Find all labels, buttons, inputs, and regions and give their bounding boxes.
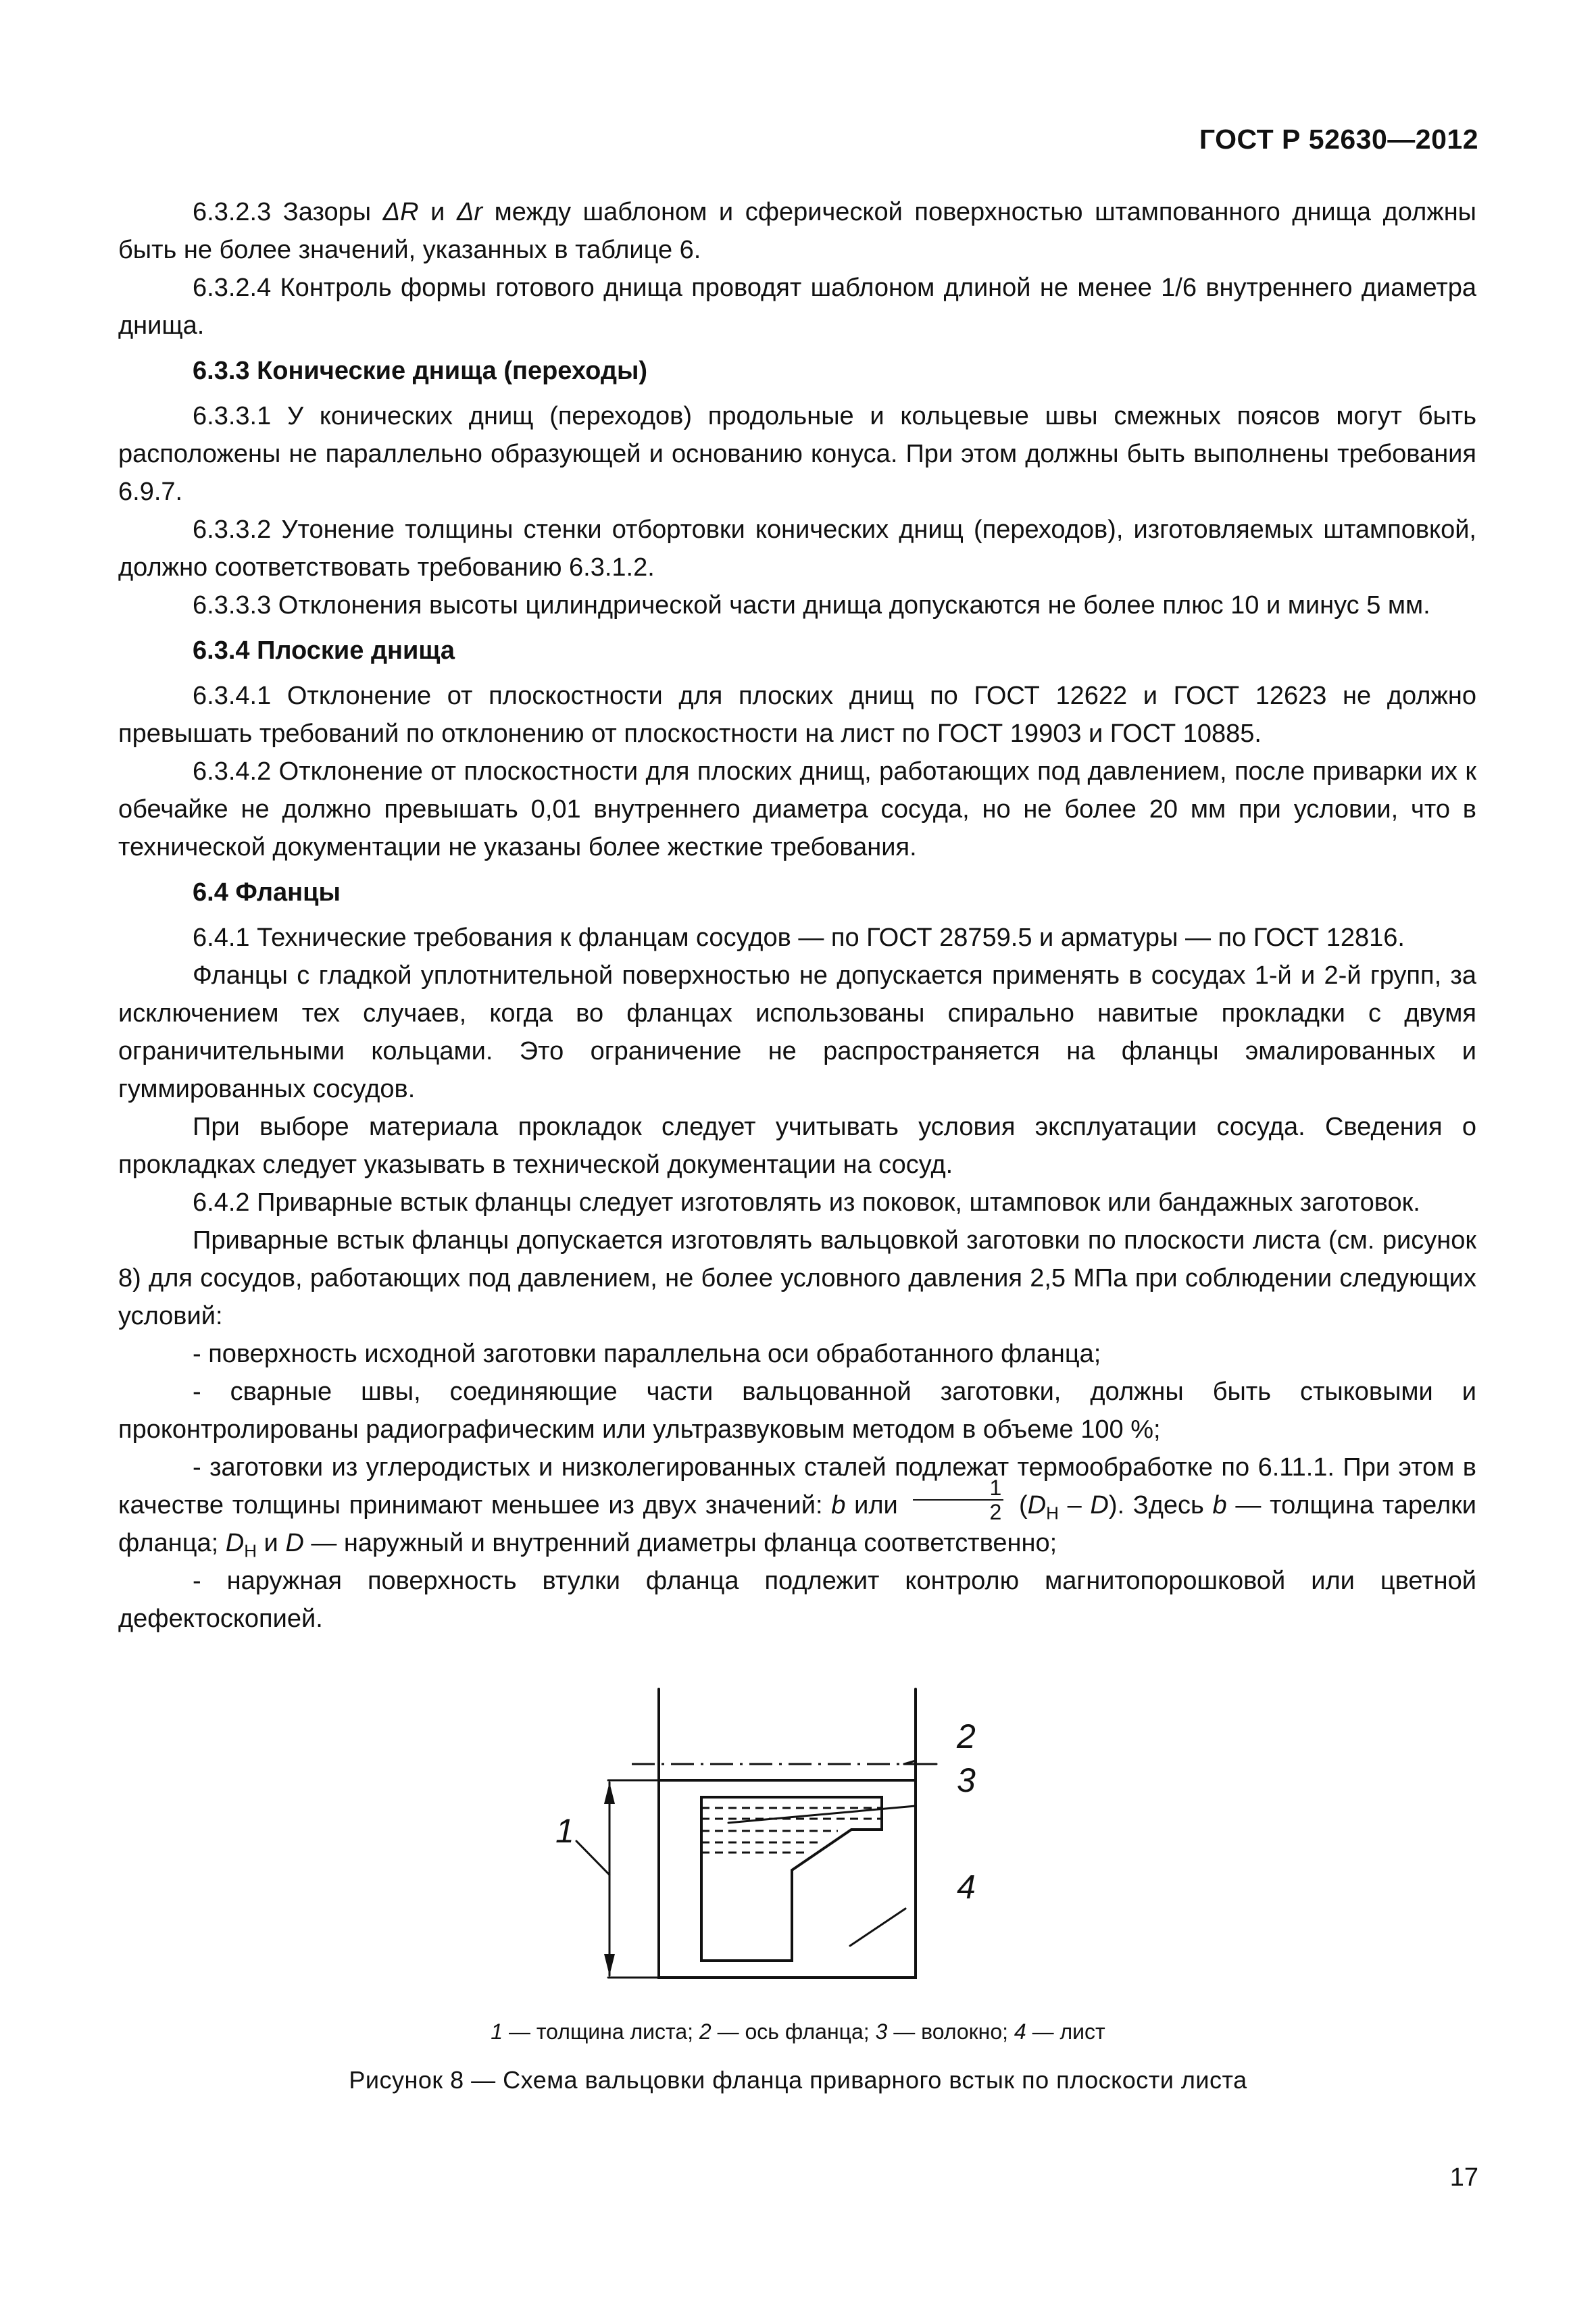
- dimension-arrow-bottom: [604, 1954, 615, 1976]
- callout-3: 3: [957, 1761, 976, 1799]
- callout-2: 2: [957, 1717, 976, 1755]
- condition-item-2: - сварные швы, соединяющие части вальцованной заготовки, должны быть стыковыми и проконтролированы радиографическим или ультразвуковым методом в объеме 100 %;: [118, 1378, 1476, 1444]
- leader-4: [850, 1909, 905, 1946]
- clause-6-3-2-4: 6.3.2.4 Контроль формы готового днища проводят шаблоном длиной не менее 1/6 внутреннего диаметра днища.: [118, 274, 1476, 340]
- clause-6-3-3-1: 6.3.3.1 У конических днищ (переходов) продольные и кольцевые швы смежных поясов могут быть расположены не параллельно образующей и основанию конуса. При этом должны быть выполнены требования 6.9.7.: [118, 402, 1476, 506]
- page-number: 17: [1449, 2163, 1478, 2192]
- paragraph-gaskets: При выборе материала прокладок следует учитывать условия эксплуатации сосуда. Сведения о прокладках следует указывать в технической документации на сосуд.: [118, 1113, 1476, 1179]
- section-heading-6-3-4: 6.3.4 Плоские днища: [193, 636, 455, 665]
- standard-header: ГОСТ Р 52630—2012: [1199, 124, 1478, 155]
- clause-6-3-4-1: 6.3.4.1 Отклонение от плоскостности для плоских днищ по ГОСТ 12622 и ГОСТ 12623 не должно превышать требований по отклонению от плоскостности на лист по ГОСТ 19903 и ГОСТ 10885.: [118, 682, 1476, 748]
- paragraph-smooth-flanges: Фланцы с гладкой уплотнительной поверхностью не допускается применять в сосудах 1-й и 2-й групп, за исключением тех случаев, когда во фланцах использованы спирально навитые прокладки с двумя ограничительными кольцами. Это ограничение не распространяется на фланцы эмалированных и гуммированных сосудов.: [118, 961, 1476, 1103]
- clause-6-4-1: 6.4.1 Технические требования к фланцам сосудов — по ГОСТ 28759.5 и арматуры — по ГОСТ 12816.: [193, 924, 1405, 952]
- flange-rolling-diagram: [514, 1676, 1027, 1993]
- blank-outline: [701, 1797, 882, 1961]
- leader-1: [576, 1841, 609, 1875]
- condition-item-3: - заготовки из углеродистых и низколегированных сталей подлежат термообработке по 6.11.1. При этом в качестве толщины принимают меньшее из двух значений: b или $\frac{1}{2}$ $(D_Н - D)$. Здесь b — толщина тарелки фланца; $D_Н$ и D — наружный и внутренний диаметры фланца соответственно;: [118, 1453, 1477, 1561]
- clause-6-3-2-3: 6.3.2.3 Зазоры ΔR и Δr между шаблоном и сферической поверхностью штампованного днища должны быть не более значений, указанных в таблице 6.: [118, 198, 1476, 264]
- clause-6-3-4-2: 6.3.4.2 Отклонение от плоскостности для плоских днищ, работающих под давлением, после приварки их к обечайке не должно превышать 0,01 внутреннего диаметра сосуда, но не более 20 мм при условии, что в технической документации не указаны более жесткие требования.: [118, 757, 1476, 861]
- figure-legend: 1 — толщина листа; 2 — ось фланца; 3 — волокно; 4 — лист: [491, 2019, 1105, 2044]
- condition-item-1: - поверхность исходной заготовки параллельна оси обработанного фланца;: [193, 1340, 1101, 1368]
- clause-6-4-2: 6.4.2 Приварные встык фланцы следует изготовлять из поковок, штамповок или бандажных заготовок.: [193, 1188, 1420, 1217]
- clause-6-3-3-2: 6.3.3.2 Утонение толщины стенки отбортовки конических днищ (переходов), изготовляемых штамповкой, должно соответствовать требованию 6.3.1.2.: [118, 515, 1476, 582]
- figure-8-drawing: [514, 1676, 1027, 1993]
- dimension-arrow-top: [604, 1782, 615, 1804]
- delta-r-symbol: Δr: [456, 198, 483, 226]
- callout-4: 4: [957, 1868, 976, 1906]
- section-heading-6-3-3: 6.3.3 Конические днища (переходы): [193, 357, 648, 385]
- condition-item-4: - наружная поверхность втулки фланца подлежит контролю магнитопорошковой или цветной дефектоскопией.: [118, 1567, 1476, 1633]
- one-half-fraction: $\frac{1}{2}$: [913, 1476, 1003, 1524]
- figure-caption: Рисунок 8 — Схема вальцовки фланца приварного встык по плоскости листа: [349, 2066, 1247, 2094]
- section-heading-6-4: 6.4 Фланцы: [193, 878, 341, 907]
- clause-6-3-3-3: 6.3.3.3 Отклонения высоты цилиндрической части днища допускаются не более плюс 10 и минус 5 мм.: [193, 591, 1430, 620]
- paragraph-rolled-flanges: Приварные встык фланцы допускается изготовлять вальцовкой заготовки по плоскости листа (см. рисунок 8) для сосудов, работающих под давлением, не более условного давления 2,5 МПа при соблюдении следующих условий:: [118, 1226, 1476, 1330]
- callout-1: 1: [555, 1812, 574, 1850]
- document-body: [118, 193, 1476, 1638]
- delta-R-symbol: ΔR: [382, 198, 419, 226]
